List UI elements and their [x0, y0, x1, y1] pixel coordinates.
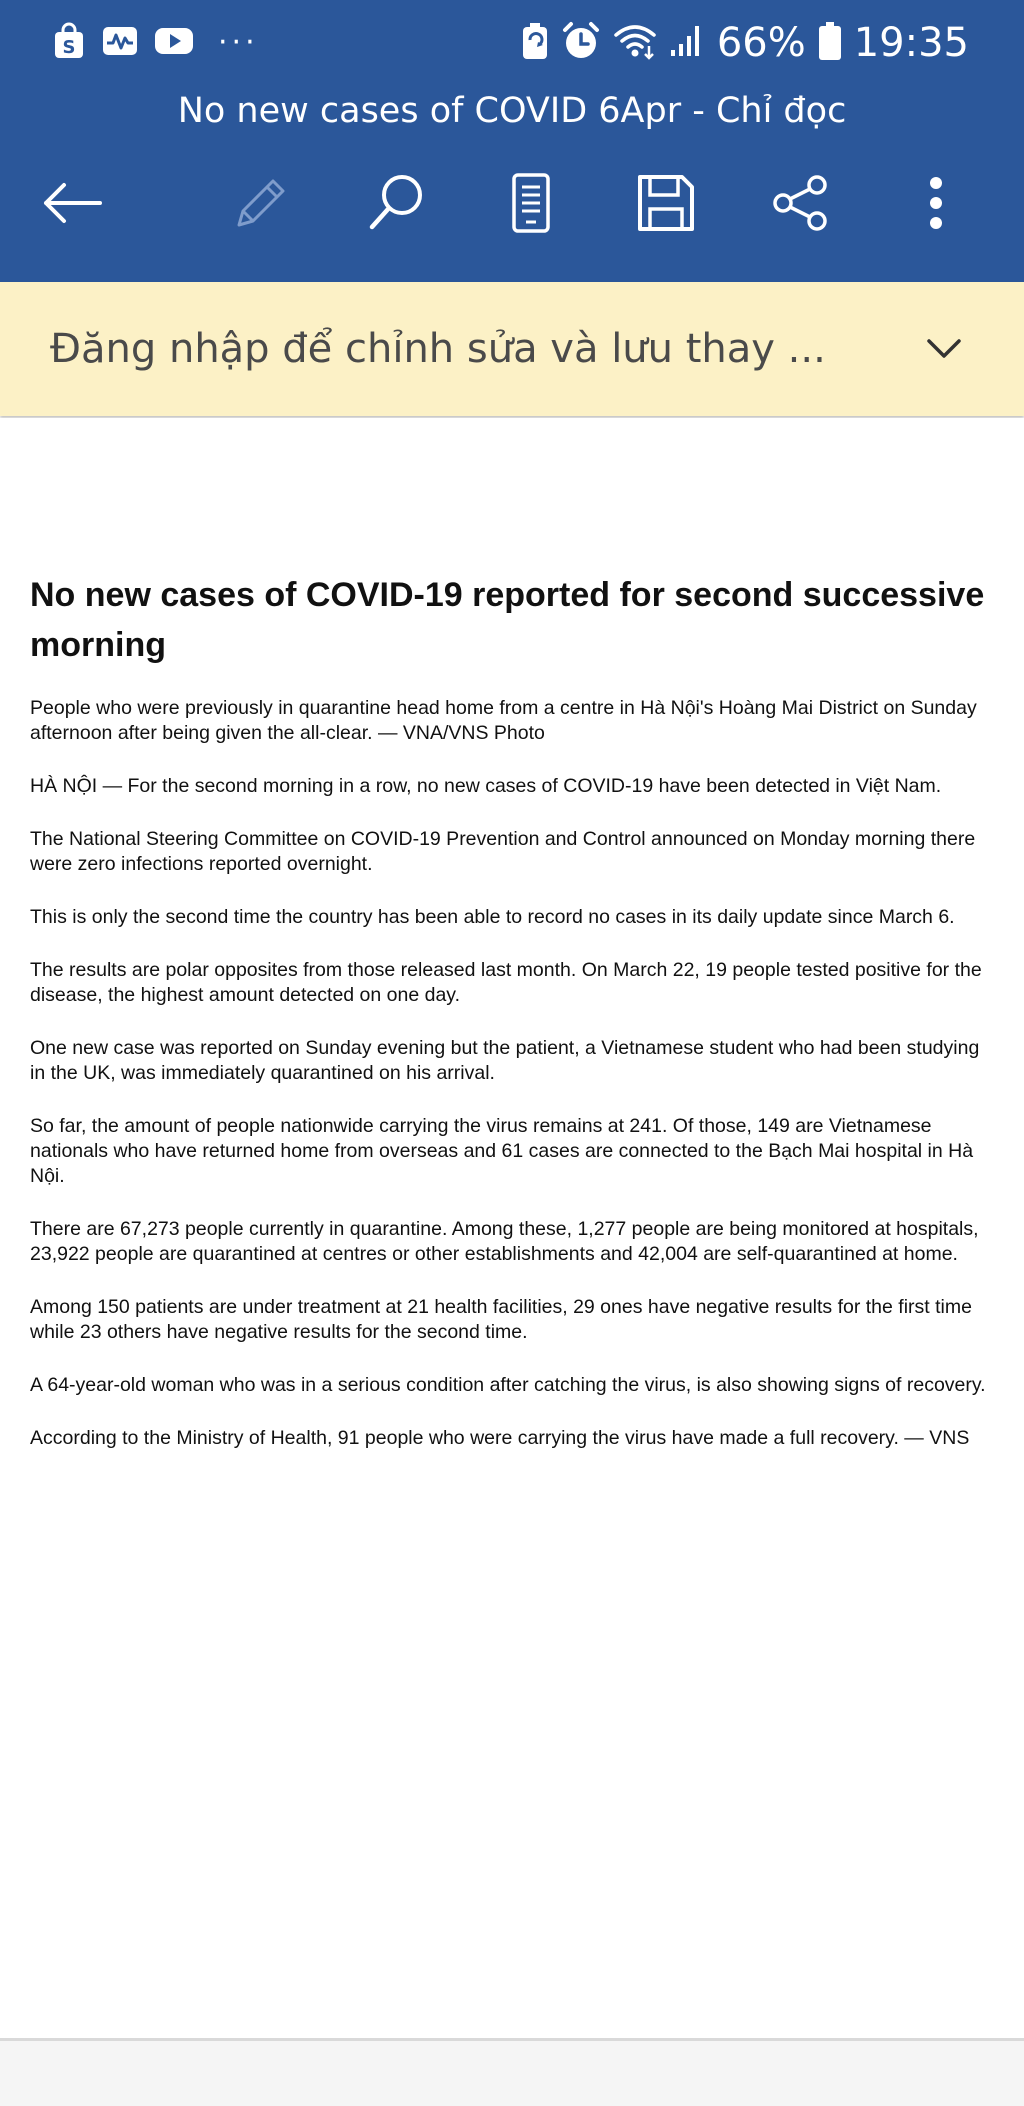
article-paragraph: According to the Ministry of Health, 91 people who were carrying the virus have made a full recovery. — VNS: [30, 1427, 970, 1449]
battery-percentage: 66%: [716, 20, 806, 66]
edit-pencil-icon: [229, 171, 293, 240]
save-button[interactable]: [631, 170, 701, 240]
find-button[interactable]: [361, 170, 431, 240]
title-row: [0, 86, 1024, 136]
more-options-button[interactable]: [901, 170, 971, 240]
save-icon: [634, 171, 698, 240]
clock: 19:35: [853, 20, 969, 66]
article-paragraph: HÀ NỘI — For the second morning in a row, no new cases of COVID-19 have been detected in Việt Nam.: [30, 775, 942, 797]
toolbar: [0, 160, 1024, 250]
search-icon: [364, 171, 428, 240]
app-header: [0, 0, 1024, 282]
share-button[interactable]: [766, 170, 836, 240]
shop-icon: [52, 22, 86, 65]
reading-view-button[interactable]: [496, 170, 566, 240]
reading-view-icon: [506, 171, 556, 240]
svg-text:S: S: [62, 36, 76, 58]
status-bar-system: [509, 21, 969, 66]
article-paragraph: Among 150 patients are under treatment at 21 health facilities, 29 ones have negative results for the first time while 23 others have negative results for the second time.: [30, 1296, 972, 1343]
bottom-bar: [0, 2041, 1024, 2106]
status-bar: [0, 0, 1024, 86]
sign-in-banner-text: Đăng nhập để chỉnh sửa và lưu thay ...: [50, 326, 826, 372]
more-notifications-indicator: ···: [218, 25, 259, 60]
article-paragraph: The National Steering Committee on COVID-19 Prevention and Control announced on Monday morning there were zero infections reported overnight.: [30, 828, 976, 875]
youtube-icon: [154, 26, 194, 61]
sign-in-banner[interactable]: [0, 282, 1024, 416]
document-title: No new cases of COVID 6Apr - Chỉ đọc: [177, 91, 847, 131]
wifi-icon: [613, 22, 657, 65]
activity-icon: [102, 26, 138, 61]
article-paragraph: A 64-year-old woman who was in a serious condition after catching the virus, is also showing signs of recovery.: [30, 1374, 986, 1396]
signal-icon: [669, 24, 705, 63]
document-canvas[interactable]: [0, 418, 1024, 2038]
more-options-icon: [926, 171, 946, 240]
back-button[interactable]: [37, 170, 107, 240]
battery-saver-icon: [521, 22, 549, 65]
article-title: No new cases of COVID-19 reported for second successive morning: [30, 576, 985, 664]
battery-icon: [818, 21, 842, 66]
status-bar-notifications: [52, 22, 275, 65]
share-icon: [769, 171, 833, 240]
article-paragraph: The results are polar opposites from those released last month. On March 22, 19 people tested positive for the disease, the highest amount detected on one day.: [30, 959, 982, 1006]
article-paragraph: This is only the second time the country has been able to record no cases in its daily update since March 6.: [30, 906, 955, 928]
article-paragraph: So far, the amount of people nationwide carrying the virus remains at 241. Of those, 149 are Vietnamese nationals who have returned home from overseas and 61 cases are connected to the Bạch Mai hospital in Hà Nội.: [30, 1115, 974, 1187]
article-paragraph: One new case was reported on Sunday evening but the patient, a Vietnamese student who had been studying in the UK, was immediately quarantined on his arrival.: [30, 1037, 980, 1084]
document-content: [30, 570, 996, 1479]
alarm-icon: [561, 21, 601, 66]
article-paragraph: There are 67,273 people currently in quarantine. Among these, 1,277 people are being monitored at hospitals, 23,922 people are quarantined at centres or other establishments and 42,004 are self-quarantined at home.: [30, 1218, 979, 1265]
chevron-down-icon[interactable]: [924, 329, 964, 369]
article-paragraph: People who were previously in quarantine head home from a centre in Hà Nội's Hoàng Mai District on Sunday afternoon after being given the all-clear. — VNA/VNS Photo: [30, 697, 977, 744]
edit-button[interactable]: [226, 170, 296, 240]
back-arrow-icon: [40, 178, 104, 233]
